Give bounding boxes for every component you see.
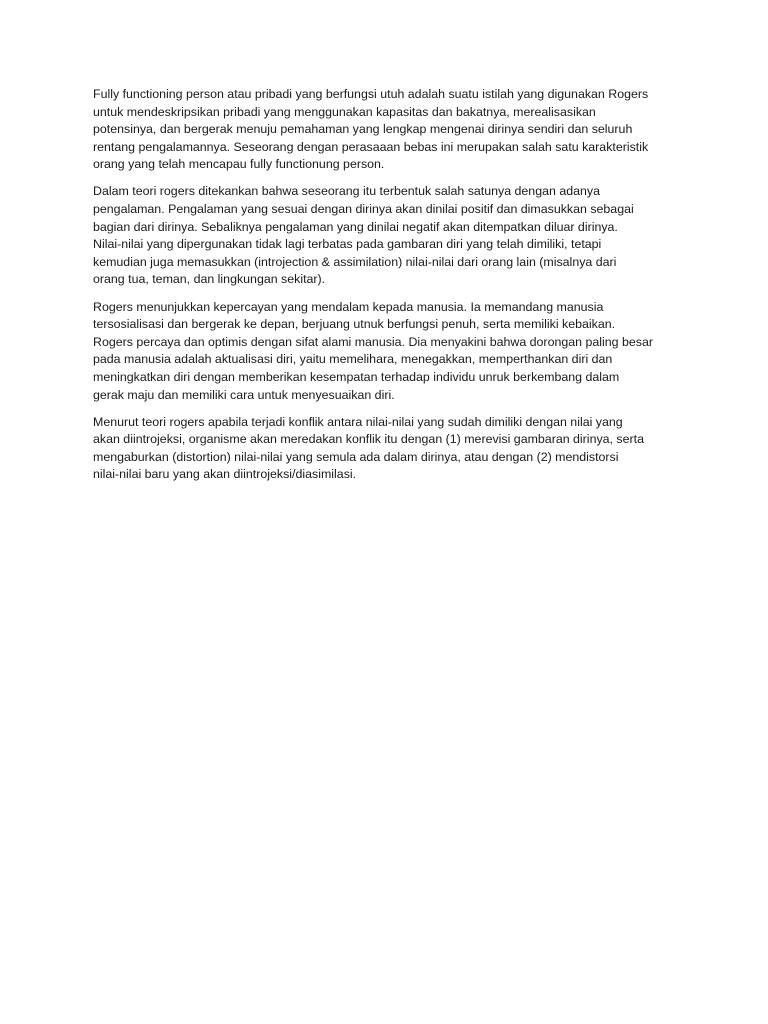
- document-body: [93, 86, 681, 493]
- paragraph-line: Rogers percaya dan optimis dengan sifat alami manusia. Dia menyakini bahwa dorongan paling besar: [93, 334, 653, 349]
- paragraph-line: Menurut teori rogers apabila terjadi konflik antara nilai-nilai yang sudah dimiliki dengan nilai yang: [93, 414, 623, 429]
- paragraph-line: untuk mendeskripsikan pribadi yang menggunakan kapasitas dan bakatnya, merealisasikan: [93, 104, 596, 119]
- paragraph-line: nilai-nilai baru yang akan diintrojeksi/diasimilasi.: [93, 467, 357, 482]
- paragraph-line: orang yang telah mencapau fully functionung person.: [93, 157, 385, 172]
- paragraph-line: mengaburkan (distortion) nilai-nilai yang semula ada dalam dirinya, atau dengan (2) mendistorsi: [93, 449, 619, 464]
- paragraph-line: akan diintrojeksi, organisme akan meredakan konflik itu dengan (1) merevisi gambaran dirinya, serta: [93, 432, 644, 447]
- paragraph-line: Rogers menunjukkan kepercayan yang mendalam kepada manusia. Ia memandang manusia: [93, 299, 604, 314]
- paragraph-line: pada manusia adalah aktualisasi diri, yaitu memelihara, menegakkan, memperthankan diri dan: [93, 352, 613, 367]
- paragraph-line: pengalaman. Pengalaman yang sesuai dengan dirinya akan dinilai positif dan dimasukkan sebagai: [93, 202, 634, 217]
- paragraph-4: [93, 414, 681, 484]
- paragraph-line: tersosialisasi dan bergerak ke depan, berjuang utnuk berfungsi penuh, serta memiliki kebaikan.: [93, 317, 616, 332]
- paragraph-line: orang tua, teman, dan lingkungan sekitar).: [93, 272, 326, 287]
- paragraph-line: meningkatkan diri dengan memberikan kesempatan terhadap individu unruk berkembang dalam: [93, 369, 620, 384]
- paragraph-line: rentang pengalamannya. Seseorang dengan perasaaan bebas ini merupakan salah satu karakteristik: [93, 139, 649, 154]
- paragraph-line: Fully functioning person atau pribadi yang berfungsi utuh adalah suatu istilah yang digunakan Rogers: [93, 87, 649, 101]
- paragraph-line: bagian dari dirinya. Sebaliknya pengalaman yang dinilai negatif akan ditempatkan diluar dirinya.: [93, 219, 618, 234]
- paragraph-line: kemudian juga memasukkan (introjection & assimilation) nilai-nilai dari orang lain (misalnya dari: [93, 254, 617, 269]
- paragraph-1: [93, 86, 681, 174]
- paragraph-line: potensinya, dan bergerak menuju pemahaman yang lengkap mengenai dirinya sendiri dan seluruh: [93, 122, 633, 137]
- paragraph-line: gerak maju dan memiliki cara untuk menyesuaikan diri.: [93, 387, 395, 402]
- paragraph-line: Dalam teori rogers ditekankan bahwa seseorang itu terbentuk salah satunya dengan adanya: [93, 184, 600, 199]
- paragraph-line: Nilai-nilai yang dipergunakan tidak lagi terbatas pada gambaran diri yang telah dimiliki, tetapi: [93, 237, 602, 252]
- paragraph-3: [93, 299, 681, 405]
- paragraph-2: [93, 183, 681, 289]
